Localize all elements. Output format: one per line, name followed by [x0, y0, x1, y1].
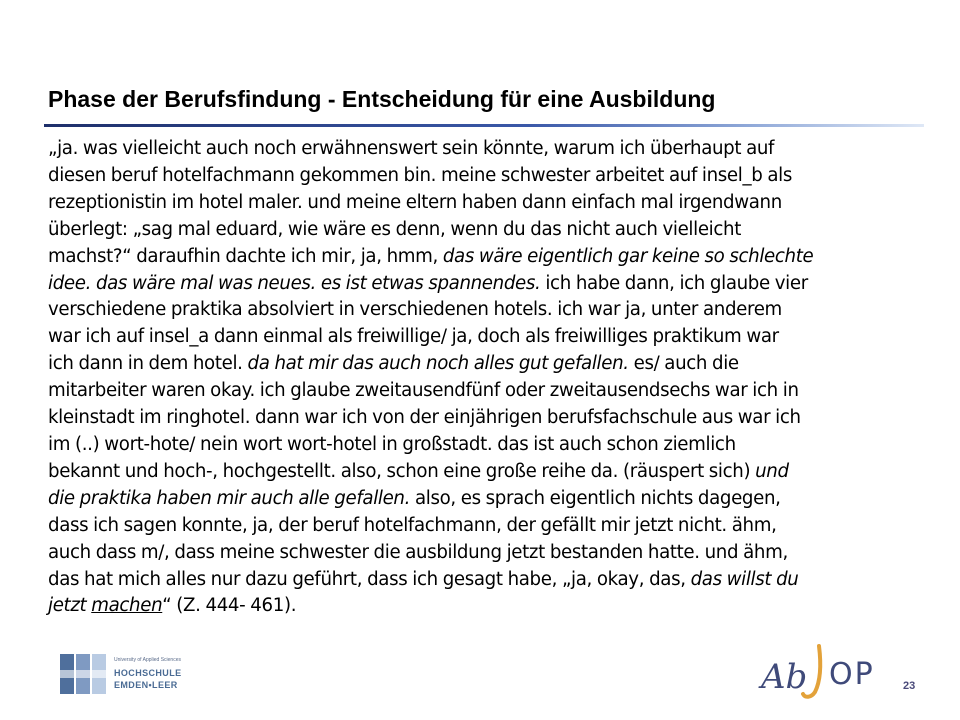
hochschule-logo-mark-icon [58, 652, 110, 696]
abjop-logo-part2: OP [829, 657, 875, 692]
slide-title: Phase der Berufsfindung - Entscheidung für eine Ausbildung [48, 86, 716, 112]
quote-segment: machst?“ daraufhin dachte ich mir, ja, hmm, [48, 245, 443, 267]
quote-segment: die praktika haben mir auch alle gefallen. [48, 487, 411, 509]
quote-segment: verschiedene praktika absolviert in verschiedenen hotels. ich war ja, unter anderem [48, 299, 782, 321]
quote-line [48, 217, 920, 244]
quote-segment: und [755, 460, 789, 482]
quote-line [48, 136, 920, 163]
quote-line [48, 459, 920, 486]
quote-line [48, 432, 920, 459]
quote-segment: also, es sprach eigentlich nichts dagegen, [410, 487, 781, 509]
quote-segment: jetzt [48, 595, 92, 617]
quote-segment: auch dass m/, dass meine schwester die ausbildung jetzt bestanden hatte. und ähm, [48, 541, 788, 563]
quote-line [48, 163, 920, 190]
quote-segment: “ (Z. 444- 461). [162, 595, 297, 617]
quote-segment: es/ auch die [628, 353, 739, 375]
quote-line [48, 324, 920, 351]
quote-segment: das willst du [690, 568, 799, 590]
quote-segment: da hat mir das auch noch alles gut gefallen. [247, 353, 629, 375]
quote-segment: das hat mich alles nur dazu geführt, dass ich gesagt habe, „ja, okay, das, [48, 568, 691, 590]
title-underline-rule [44, 124, 924, 127]
quote-line [48, 567, 920, 594]
hochschule-logo-line2: EMDEN•LEER [114, 680, 178, 690]
quote-segment: rezeptionistin im hotel maler. und meine eltern haben dann einfach mal irgendwann [48, 191, 782, 213]
quote-line [48, 378, 920, 405]
quote-text [48, 136, 920, 620]
quote-segment: idee. das wäre mal was neues. es ist etwas spannendes. [48, 272, 541, 294]
page-number: 23 [903, 680, 916, 692]
quote-segment: überlegt: „sag mal eduard, wie wäre es denn, wenn du das nicht auch vielleicht [48, 218, 741, 240]
quote-line [48, 190, 920, 217]
quote-line [48, 540, 920, 567]
quote-line [48, 486, 920, 513]
abjop-logo-part1: Ab [761, 657, 808, 697]
quote-segment: kleinstadt im ringhotel. dann war ich von der einjährigen berufsfachschule aus war ich [48, 407, 801, 429]
quote-segment: ich dann in dem hotel. [48, 353, 248, 375]
abjop-logo [757, 640, 887, 702]
quote-segment: „ja. was vielleicht auch noch erwähnenswert sein könnte, warum ich überhaupt auf [48, 138, 775, 159]
quote-segment: bekannt und hoch-, hochgestellt. also, schon eine große reihe da. (räuspert sich) [48, 460, 756, 482]
quote-segment: war ich auf insel_a dann einmal als freiwillige/ ja, doch als freiwilliges praktikum war [48, 326, 779, 348]
hochschule-logo-line1: HOCHSCHULE [114, 668, 182, 678]
quote-segment: ich habe dann, ich glaube vier [540, 272, 808, 294]
hochschule-emden-leer-logo [58, 652, 183, 698]
quote-segment: machen [91, 595, 163, 617]
quote-line [48, 513, 920, 540]
quote-segment: dass ich sagen konnte, ja, der beruf hotelfachmann, der gefällt mir jetzt nicht. ähm, [48, 514, 777, 536]
quote-segment: mitarbeiter waren okay. ich glaube zweitausendfünf oder zweitausendsechs war ich in [48, 380, 799, 402]
hochschule-logo-subtitle: University of Applied Sciences [114, 657, 181, 663]
quote-line [48, 351, 920, 378]
quote-segment: im (..) wort-hote/ nein wort wort-hotel in großstadt. das ist auch schon ziemlich [48, 433, 736, 455]
quote-line [48, 593, 920, 620]
quote-segment: diesen beruf hotelfachmann gekommen bin. meine schwester arbeitet auf insel_b als [48, 164, 792, 186]
quote-line [48, 271, 920, 298]
quote-segment: das wäre eigentlich gar keine so schlechte [442, 245, 814, 267]
quote-line [48, 244, 920, 271]
quote-line [48, 405, 920, 432]
quote-line [48, 297, 920, 324]
